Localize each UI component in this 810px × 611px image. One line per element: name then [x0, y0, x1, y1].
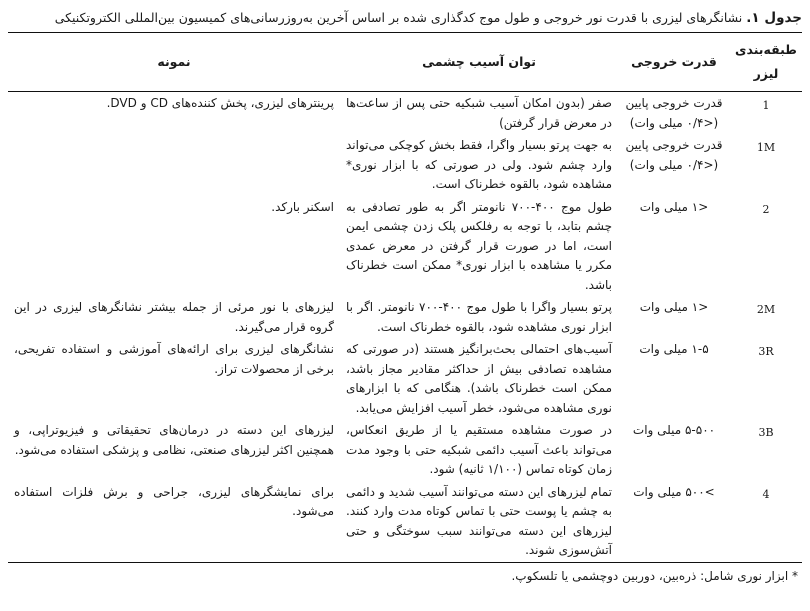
table-row	[8, 92, 802, 135]
caption-text: نشانگرهای لیزری با قدرت نور خروجی و طول موج کدگذاری شده بر اساس آخرین به‌روزرسانی‌های کمیسیون بین‌المللی الکتروتکنیکی	[54, 10, 743, 25]
table-header-row	[8, 33, 802, 92]
cell-damage: پرتو بسیار واگرا با طول موج ۴۰۰-۷۰۰ نانومتر. اگر با ابزار نوری مشاهده شود، بالقوه خطرناک است.	[346, 300, 612, 334]
table-footnote: * ابزار نوری شامل: ذره‌بین، دوربین دوچشمی یا تلسکوپ.	[511, 568, 798, 583]
cell-power: قدرت خروجی پایین (<۰/۴ میلی وات)	[625, 96, 723, 130]
cell-power: <۱ میلی وات	[639, 199, 709, 214]
cell-damage: طول موج ۴۰۰-۷۰۰ نانومتر اگر به طور تصادفی به چشم بتابد، با توجه به رفلکس پلک زدن چشمی ایمن است، اما در صورت قرار گرفتن در معرض عمدی مکرر یا مشاهده با ابزار نوری* ممکن است خطرناک باشد.	[346, 199, 612, 292]
cell-example	[8, 134, 340, 196]
header-example: نمونه	[157, 54, 191, 69]
cell-class: 1	[762, 99, 770, 112]
cell-power: >۵۰۰ میلی وات	[633, 484, 715, 499]
table-row	[8, 338, 802, 419]
cell-power: <۱ میلی وات	[639, 300, 709, 314]
caption-label: جدول ۱.	[746, 10, 802, 26]
table-row	[8, 196, 802, 297]
table-caption	[8, 6, 802, 32]
cell-power: قدرت خروجی پایین (<۰/۴ میلی وات)	[625, 138, 723, 172]
cell-damage: در صورت مشاهده مستقیم یا از طریق انعکاس، می‌تواند باعث آسیب دائمی شبکیه حتی با وجود مدت زمان کوتاه تماس (۱/۱۰۰ ثانیه) شود.	[346, 423, 612, 476]
cell-damage: تمام لیزرهای این دسته می‌توانند آسیب شدید و دائمی به چشم یا پوست حتی با تماس کوتاه مدت وارد کنند. لیزرهای این دسته می‌توانند سبب سوختگی و حتی آتش‌سوزی شوند.	[346, 484, 612, 557]
cell-example: پرینترهای لیزری، پخش کننده‌های CD و DVD.	[106, 96, 334, 110]
table-row	[8, 419, 802, 481]
cell-example: لیزرهای این دسته در درمان‌های تحقیقاتی و فیزیوتراپی، و همچنین اکثر لیزرهای صنعتی، نظامی و پزشکی استفاده می‌شود.	[14, 423, 334, 457]
header-damage: توان آسیب چشمی	[422, 54, 536, 69]
cell-class: 3B	[758, 426, 774, 439]
cell-power: ۵-۵۰۰ میلی وات	[632, 423, 716, 437]
cell-damage: آسیب‌های احتمالی بحث‌برانگیز هستند (در صورتی که مشاهده تصادفی بیش از حداکثر مقادیر مجاز باشد، ممکن است خطرناک باشد). هنگامی که با ابزارهای نوری مشاهده می‌شود، خطر آسیب افزایش می‌یابد.	[346, 342, 612, 415]
cell-damage: صفر (بدون امکان آسیب شبکیه حتی پس از ساعت‌ها در معرض قرار گرفتن)	[346, 96, 612, 130]
cell-example: نشانگرهای لیزری برای ارائه‌های آموزشی و استفاده تفریحی، برخی از محصولات تراز.	[14, 342, 334, 376]
cell-class: 3R	[758, 345, 774, 358]
laser-classification-table	[8, 32, 802, 563]
cell-class: 1M	[756, 141, 776, 154]
cell-class: 2	[762, 202, 770, 216]
cell-class: 4	[762, 487, 770, 501]
cell-damage: به جهت پرتو بسیار واگرا، فقط بخش کوچکی می‌تواند وارد چشم شود. ولی در صورتی که با ابزار نوری* مشاهده شود، بالقوه خطرناک است.	[346, 138, 612, 191]
header-class: طبقه‌بندی لیزر	[735, 42, 797, 81]
table-row	[8, 481, 802, 563]
table-row	[8, 296, 802, 338]
cell-example: برای نمایشگرهای لیزری، جراحی و برش فلزات استفاده می‌شود.	[14, 484, 334, 518]
cell-example: لیزرهای با نور مرئی از جمله بیشتر نشانگرهای لیزری در این گروه قرار می‌گیرند.	[14, 300, 334, 334]
header-power: قدرت خروجی	[631, 54, 717, 69]
cell-power: ۱-۵ میلی وات	[639, 342, 709, 356]
cell-class: 2M	[756, 303, 776, 316]
table-row	[8, 134, 802, 196]
cell-example: اسکنر بارکد.	[271, 199, 334, 214]
